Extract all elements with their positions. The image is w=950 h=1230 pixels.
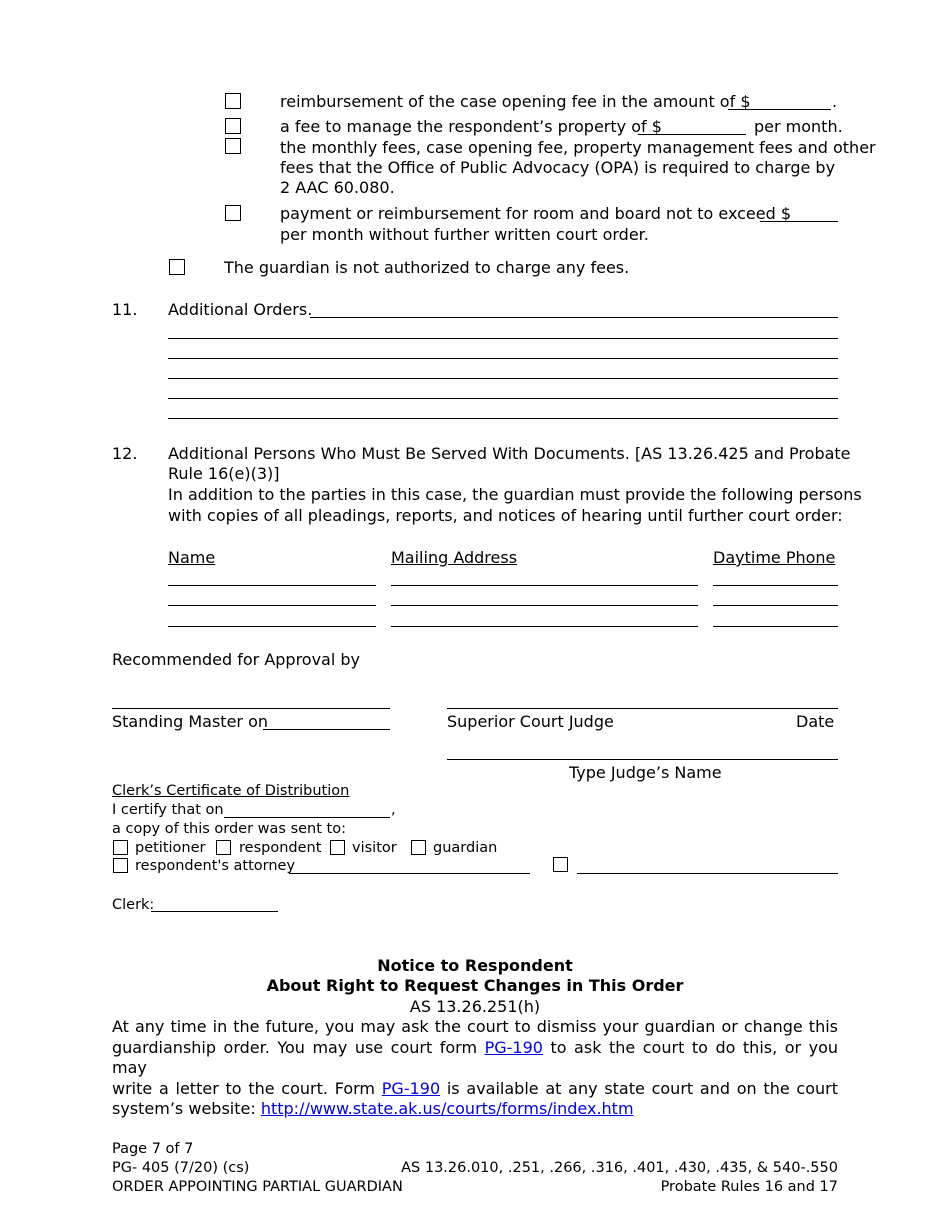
type-judge-name-label: Type Judge’s Name [569,763,722,782]
person-name-field[interactable] [168,626,376,627]
judge-name-line[interactable] [447,759,838,760]
section-11-label: Additional Orders. [168,300,313,319]
notice-text: is available at any state court and on the court [440,1078,838,1098]
notice-text: to ask the court to do this, or you may [112,1037,838,1077]
section-12-line3: In addition to the parties in this case, the guardian must provide the following persons [168,485,862,504]
fee-room-board-line2: per month without further written court order. [280,225,649,244]
visitor-label: visitor [352,840,397,856]
standing-master-signature-line[interactable] [112,708,390,709]
petitioner-checkbox[interactable] [113,840,128,855]
person-address-field[interactable] [391,585,698,586]
respondent-checkbox[interactable] [216,840,231,855]
fee-opa-checkbox[interactable] [225,138,241,154]
attorney-checkbox[interactable] [113,858,128,873]
notice-subtitle: About Right to Request Changes in This Order [266,976,684,995]
fee-opa-line1: the monthly fees, case opening fee, property management fees and other [280,138,876,157]
clerk-label: Clerk: [112,897,155,913]
pg190-link[interactable]: PG-190 [381,1078,441,1098]
fee-property-mgmt-suffix: per month. [754,117,843,136]
notice-statute: AS 13.26.251(h) [409,997,541,1016]
additional-orders-line[interactable] [168,418,838,419]
other-recipient-checkbox[interactable] [553,857,568,872]
fee-opa-line3: 2 AAC 60.080. [280,178,395,197]
person-address-field[interactable] [391,605,698,606]
fee-case-opening-amount-field[interactable] [728,109,831,110]
notice-text: write a letter to the court. Form [112,1078,382,1098]
section-11-number: 11. [112,300,138,319]
petitioner-label: petitioner [135,840,206,856]
recommended-for-approval: Recommended for Approval by [112,650,361,669]
person-name-field[interactable] [168,585,376,586]
guardian-checkbox[interactable] [411,840,426,855]
copy-sent-label: a copy of this order was sent to: [112,821,346,837]
additional-orders-line[interactable] [310,317,838,318]
fee-opa-line2: fees that the Office of Public Advocacy (OPA) is required to charge by [280,158,836,177]
person-address-field[interactable] [391,626,698,627]
clerk-signature-field[interactable] [151,911,278,912]
standing-master-label: Standing Master on [112,712,269,731]
additional-orders-line[interactable] [168,398,838,399]
section-12-number: 12. [112,444,138,463]
section-12-line1: Additional Persons Who Must Be Served With Documents. [AS 13.26.425 and Probate [168,444,851,463]
no-fees-checkbox[interactable] [169,259,185,275]
column-header-name: Name [168,548,216,567]
fee-room-board-amount-field[interactable] [760,221,838,222]
respondent-label: respondent [239,840,322,856]
certify-date-field[interactable] [224,817,390,818]
clerk-certificate-title: Clerk’s Certificate of Distribution [112,783,350,799]
additional-orders-line[interactable] [168,358,838,359]
visitor-checkbox[interactable] [330,840,345,855]
column-header-phone: Daytime Phone [713,548,836,567]
attorney-label: respondent's attorney [135,858,296,874]
guardian-label: guardian [433,840,498,856]
person-name-field[interactable] [168,605,376,606]
fee-property-mgmt-amount-field[interactable] [638,134,746,135]
person-phone-field[interactable] [713,626,838,627]
notice-text: guardianship order. You may use court form [112,1037,485,1057]
fee-room-board-line1: payment or reimbursement for room and board not to exceed $ [280,204,792,223]
fee-property-mgmt-checkbox[interactable] [225,118,241,134]
additional-orders-line[interactable] [168,378,838,379]
certify-label: I certify that on [112,802,224,818]
other-recipient-field[interactable] [577,873,838,874]
person-phone-field[interactable] [713,585,838,586]
notice-body [112,1017,838,1120]
footer-statutes: AS 13.26.010, .251, .266, .316, .401, .430, .435, & 540-.550 [401,1160,838,1176]
judge-signature-line[interactable] [447,708,838,709]
footer-page-number: Page 7 of 7 [112,1141,194,1157]
section-12-line4: with copies of all pleadings, reports, and notices of hearing until further court order: [168,506,843,525]
additional-orders-line[interactable] [168,338,838,339]
column-header-address: Mailing Address [391,548,518,567]
notice-line [112,1079,838,1100]
footer-rules: Probate Rules 16 and 17 [660,1179,838,1195]
notice-line: At any time in the future, you may ask the court to dismiss your guardian or change this [112,1017,838,1036]
attorney-name-field[interactable] [289,873,530,874]
judge-label: Superior Court Judge [447,712,614,731]
notice-title: Notice to Respondent [377,956,573,975]
certify-comma: , [391,802,396,818]
footer-form-number: PG- 405 (7/20) (cs) [112,1160,250,1176]
standing-master-date-field[interactable] [263,729,390,730]
fee-case-opening-label: reimbursement of the case opening fee in the amount of $ [280,92,751,111]
fee-room-board-checkbox[interactable] [225,205,241,221]
pg190-link[interactable]: PG-190 [484,1037,543,1057]
footer-form-title: ORDER APPOINTING PARTIAL GUARDIAN [112,1179,403,1195]
notice-line [112,1038,838,1079]
person-phone-field[interactable] [713,605,838,606]
notice-text: system’s website: [112,1099,261,1118]
section-12-line2: Rule 16(e)(3)] [168,464,280,483]
fee-property-mgmt-label: a fee to manage the respondent’s property of $ [280,117,662,136]
notice-line [112,1099,838,1120]
date-label: Date [796,712,835,731]
fee-case-opening-period: . [832,92,838,111]
no-fees-label: The guardian is not authorized to charge any fees. [224,258,630,277]
fee-case-opening-checkbox[interactable] [225,93,241,109]
forms-website-link[interactable]: http://www.state.ak.us/courts/forms/index.htm [260,1099,634,1118]
